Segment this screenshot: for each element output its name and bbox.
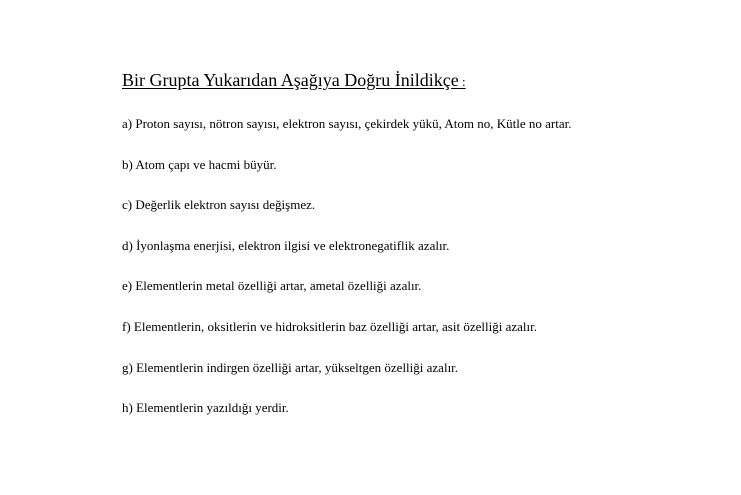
property-list — [122, 116, 572, 441]
list-item-d: d) İyonlaşma enerjisi, elektron ilgisi ve elektronegatiflik azalır. — [122, 237, 450, 253]
list-item-e: e) Elementlerin metal özelliği artar, ametal özelliği azalır. — [122, 278, 422, 294]
list-item-g: g) Elementlerin indirgen özelliği artar, yükseltgen özelliği azalır. — [122, 359, 459, 375]
page-title-colon: : — [458, 74, 466, 89]
list-item-a: a) Proton sayısı, nötron sayısı, elektron sayısı, çekirdek yükü, Atom no, Kütle no artar. — [122, 116, 572, 131]
page-title — [122, 69, 466, 93]
list-item-h: h) Elementlerin yazıldığı yerdir. — [122, 400, 289, 416]
page-title-text: Bir Grupta Yukarıdan Aşağıya Doğru İnildikçe — [122, 70, 459, 90]
list-item-b: b) Atom çapı ve hacmi büyür. — [122, 156, 277, 172]
list-item-c: c) Değerlik elektron sayısı değişmez. — [122, 197, 316, 213]
list-item-f: f) Elementlerin, oksitlerin ve hidroksitlerin baz özelliği artar, asit özelliği azalır. — [122, 318, 537, 334]
